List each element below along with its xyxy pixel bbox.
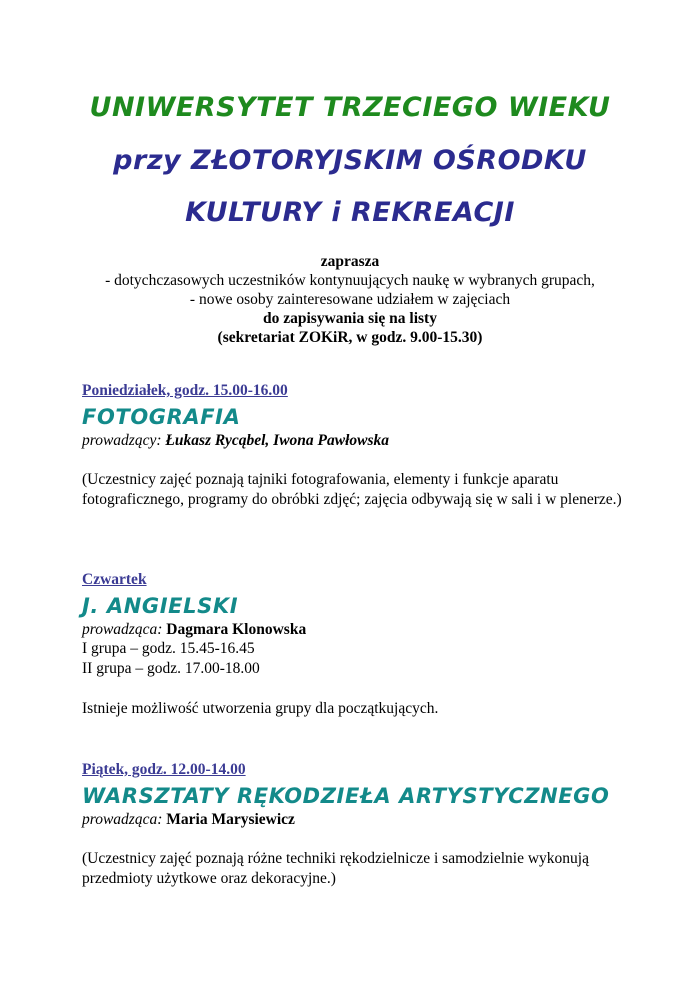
header-line-2: przy ZŁOTORYJSKIM OŚRODKU [113,145,587,176]
course-leader [82,810,642,829]
group-1: I grupa – godz. 15.45-16.45 [82,640,255,657]
leader-names: Maria Marysiewicz [166,811,295,828]
section-day: Piątek, godz. 12.00-14.00 [82,761,246,778]
intro-invites: zaprasza [320,253,380,270]
section-angielski [82,570,642,719]
intro-block [0,252,700,347]
course-description: (Uczestnicy zajęć poznają różne techniki rękodzielnicze i samodzielnie wykonują przedmioty użytkowe oraz dekoracyjne.) [82,850,589,887]
header-line-3: KULTURY i REKREACJI [185,197,515,228]
course-note: Istnieje możliwość utworzenia grupy dla początkujących. [82,700,439,717]
leader-label: prowadząca: [82,811,163,828]
leader-label: prowadzący: [82,432,162,449]
intro-line-3: do zapisywania się na listy [263,310,437,327]
section-day: Poniedziałek, godz. 15.00-16.00 [82,382,288,399]
course-leader [82,620,642,639]
leader-label: prowadząca: [82,621,163,638]
course-title: J. ANGIELSKI [82,594,239,618]
section-day: Czwartek [82,571,147,588]
header-line-1: UNIWERSYTET TRZECIEGO WIEKU [89,92,611,123]
leader-names: Dagmara Klonowska [166,621,307,638]
leader-names: Łukasz Rycąbel, Iwona Pawłowska [165,432,390,449]
intro-line-1: - dotychczasowych uczestników kontynuujących naukę w wybranych grupach, [105,272,595,289]
course-title: WARSZTATY RĘKODZIEŁA ARTYSTYCZNEGO [82,784,610,808]
intro-line-4: (sekretariat ZOKiR, w godz. 9.00-15.30) [217,329,483,346]
course-description: (Uczestnicy zajęć poznają tajniki fotografowania, elementy i funkcje aparatu fotograficznego, programy do obróbki zdjęć; zajęcia odbywają się w sali i w plenerze.) [82,471,622,508]
course-leader [82,431,642,450]
course-title: FOTOGRAFIA [82,405,241,429]
section-warsztaty [82,760,642,889]
section-fotografia [82,381,642,510]
intro-line-2: - nowe osoby zainteresowane udziałem w zajęciach [189,291,511,308]
group-2: II grupa – godz. 17.00-18.00 [82,660,260,677]
